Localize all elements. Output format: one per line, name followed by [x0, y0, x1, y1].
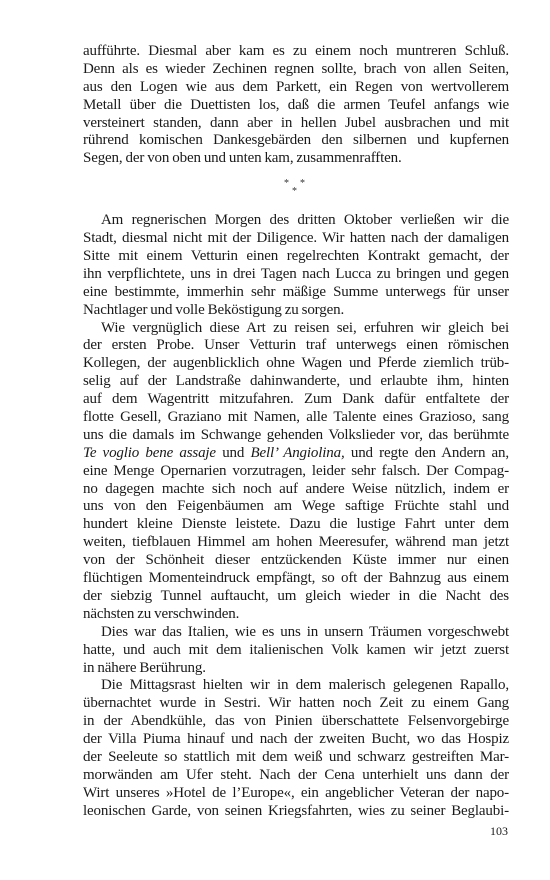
text-line: übernachtet wurde in Sestri. Wir hatten noch Zeit zu einem Gang: [83, 695, 509, 712]
text-line: ihn verpflichtete, uns in drei Tagen nach Lucca zu bringen und gegen: [83, 265, 509, 282]
text-line: der Villa Piuma hinauf und nach der zweiten Bucht, wo das Hospiz: [83, 731, 509, 748]
text-line: der siebzig Tunnel auftaucht, um gleich wieder in die Nacht des: [83, 587, 509, 604]
text-line: eine bestimmte, immerhin sehr mäßige Summe unterwegs für unser: [83, 283, 509, 300]
song-title: Te voglio bene assaje: [83, 444, 216, 461]
text-line: uns die damals im Schwange gehenden Volkslieder vor, das berühmte: [83, 426, 509, 443]
text-line: der ersten Probe. Unser Vetturin traf unterwegs einen römischen: [83, 337, 509, 354]
paragraph-1: [83, 43, 509, 168]
book-page: [83, 43, 509, 821]
text-line: Denn als es wieder Zechinen regnen sollte, brach von allen Seiten,: [83, 60, 509, 77]
text-line-with-song-titles: [83, 445, 509, 463]
asterisk: *: [292, 186, 297, 198]
text-line: Nachtlager und volle Beköstigung zu sorgen.: [83, 301, 345, 318]
paragraph-2: [83, 212, 509, 319]
text-line: aus den Logen wie aus dem Parkett, ein Regen von wertvollerem: [83, 78, 509, 95]
text-line: morwänden am Ufer steht. Nach der Cena unterhielt uns dann der: [83, 766, 509, 783]
text-line: Wirt unseres »Hotel de l’Europe«, ein angeblicher Veteran der napo-: [83, 784, 509, 801]
text-line: auf dem Wagentritt mitzufahren. Zum Dank dafür entfaltete der: [83, 391, 509, 408]
text-line: Die Mittagsrast hielten wir in dem malerisch gelegenen Rapallo,: [101, 677, 509, 694]
text-line: der Seeleute so stattlich mit dem weiß und schwarz gestreiften Mar-: [83, 748, 509, 765]
paragraph-5: [83, 677, 509, 820]
text-line: Am regnerischen Morgen des dritten Oktober verließen wir die: [101, 212, 509, 229]
paragraph-3: [83, 320, 509, 624]
text-line: von der Schönheit dieser entzückenden Küste immer nur einen: [83, 552, 509, 569]
text-line: hatte, und auch mit dem italienischen Volk kamen wir jetzt zuerst: [83, 641, 509, 658]
section-break-asterism: [83, 168, 509, 212]
text-line: Wie vergnüglich diese Art zu reisen sei, erfuhren wir gleich bei: [101, 319, 509, 336]
text-line: Sitte mit einem Vetturin einen regelrechten Kontrakt gemacht, der: [83, 248, 509, 265]
text-line: Dies war das Italien, wie es uns in unsern Träumen vorgeschwebt: [101, 623, 509, 640]
paragraph-4: [83, 624, 509, 678]
asterisk: *: [300, 178, 305, 190]
text-fragment: und: [215, 444, 251, 461]
text-line: no dagegen machte sich noch auf andere Weise nützlich, indem er: [83, 480, 509, 497]
text-line: versteinert standen, dann aber in hellen Jubel ausbrachen und mit: [83, 114, 509, 131]
text-line: eine Menge Opernarien vorzutragen, leider sehr falsch. Der Compag-: [83, 462, 509, 479]
text-line: rührend komischen Dankesgebärden den silbernen und kupfernen: [83, 132, 509, 149]
text-line: selig auf der Landstraße dahinwanderte, und erlaubte ihm, hinten: [83, 373, 509, 390]
text-line: flüchtigen Momenteindruck empfängt, so oft der Bahnzug aus einem: [83, 570, 509, 587]
text-fragment: und regte den Andern an,: [344, 444, 509, 461]
text-line: Segen, der von oben und unten kam, zusammenrafften.: [83, 150, 402, 167]
text-line: leonischen Garde, von seinen Kriegsfahrten, wies zu seiner Beglaubi-: [83, 802, 509, 819]
song-title: Bell’ Angiolina,: [250, 444, 345, 461]
text-line: Stadt, diesmal nicht mit der Diligence. Wir hatten nach der damaligen: [83, 230, 509, 247]
text-line: uns von den Feigenbäumen am Wege saftige Früchte stahl und: [83, 498, 509, 515]
text-line: aufführte. Diesmal aber kam es zu einem noch muntreren Schluß.: [83, 43, 509, 59]
text-line: Metall über die Duettisten los, daß die armen Teufel anfangs wie: [83, 96, 509, 113]
text-line: weiten, tiefblauen Himmel am hohen Meeresufer, während man jetzt: [83, 534, 509, 551]
asterisk: *: [284, 178, 289, 190]
text-line: in nähere Berührung.: [83, 659, 206, 676]
page-number: 103: [490, 824, 508, 838]
text-line: flotte Gesell, Graziano mit Namen, alle Talente eines Grazioso, sang: [83, 409, 509, 426]
text-line: Kollegen, der augenblicklich ohne Wagen und Pferde ziemlich trüb-: [83, 355, 509, 372]
text-line: nächsten zu verschwinden.: [83, 605, 240, 622]
text-line: hundert kleine Dienste leistete. Dazu die lustige Fahrt unter dem: [83, 516, 509, 533]
text-line: in der Abendkühle, das von Pinien überschattete Felsenvorgebirge: [83, 713, 509, 730]
